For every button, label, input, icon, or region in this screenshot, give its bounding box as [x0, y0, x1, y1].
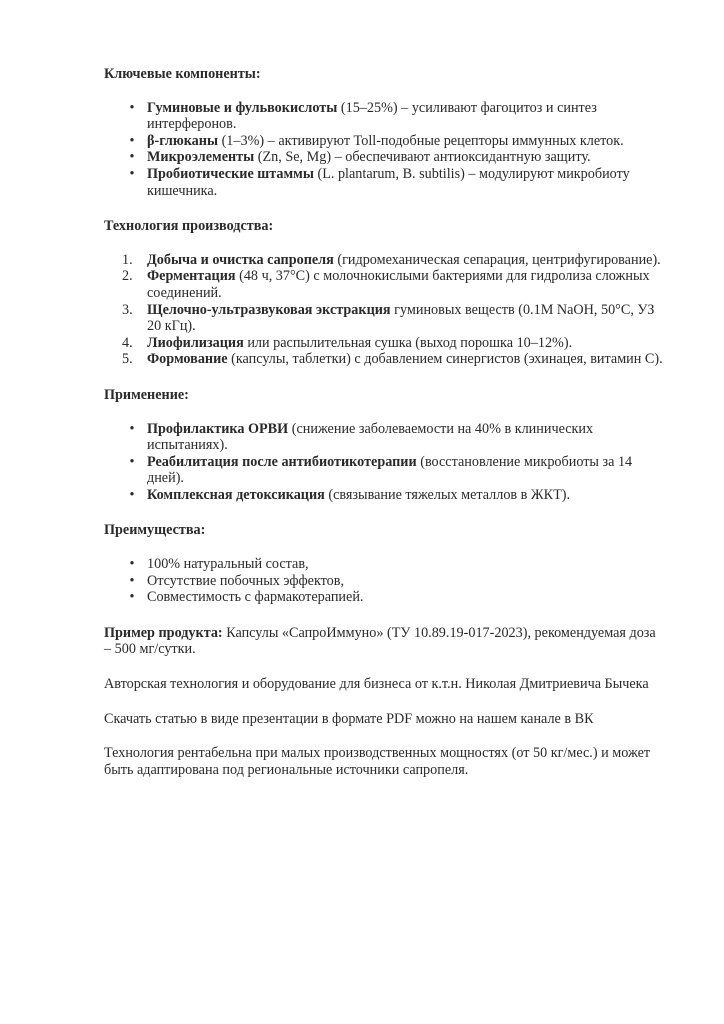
bullet-icon: • [129, 486, 135, 503]
author-note: Авторская технология и оборудование для бизнеса от к.т.н. Николая Дмитриевича Бычека [104, 676, 649, 693]
advantages-list [104, 556, 664, 606]
section-key-components [104, 66, 664, 199]
list-item: • Совместимость с фармакотерапией. [104, 589, 664, 606]
list-number: 2. [122, 268, 133, 285]
product-example: Пример продукта: Капсулы «СапроИммуно» (ТУ 10.89.19-017-2023), рекомендуемая доза – 500 мг/сутки. [104, 624, 656, 658]
profitability-note: Технология рентабельна при малых производственных мощностях (от 50 кг/мес.) и может быть адаптирована под региональные источники сапропеля. [104, 745, 651, 778]
list-number: 4. [122, 334, 133, 351]
section-technology [104, 218, 664, 368]
heading-technology: Технология производства: [104, 218, 274, 235]
bullet-icon: • [129, 589, 135, 606]
list-number: 1. [122, 251, 133, 268]
bullet-icon: • [129, 572, 135, 589]
list-item: 3. Щелочно-ультразвуковая экстракция гуминовых веществ (0.1M NaOH, 50°C, УЗ 20 кГц). [122, 301, 655, 335]
list-item: 1. Добыча и очистка сапропеля (гидромеханическая сепарация, центрифугирование). [122, 251, 661, 268]
list-item: • Отсутствие побочных эффектов, [104, 573, 664, 590]
bullet-icon: • [129, 453, 135, 470]
list-item: • Микроэлементы (Zn, Se, Mg) – обеспечивают антиоксидантную защиту. [104, 149, 664, 166]
heading-application: Применение: [104, 386, 189, 403]
document-content [104, 66, 664, 796]
section-advantages [104, 522, 664, 605]
list-number: 3. [122, 301, 133, 318]
list-item: 2. Ферментация (48 ч, 37°C) с молочнокислыми бактериями для гидролиза сложных соединений. [122, 268, 650, 301]
list-item: 4. Лиофилизация или распылительная сушка (выход порошка 10–12%). [122, 334, 573, 351]
list-item: • Гуминовые и фульвокислоты (15–25%) – усиливают фагоцитоз и синтез интерферонов. [104, 100, 664, 133]
list-item: 5. Формование (капсулы, таблетки) с добавлением синергистов (эхинацея, витамин С). [122, 351, 663, 368]
bullet-icon: • [129, 99, 135, 116]
bullet-icon: • [129, 149, 135, 166]
components-list [104, 100, 664, 200]
technology-list [104, 252, 664, 368]
list-item: • β-глюканы (1–3%) – активируют Toll-подобные рецепторы иммунных клеток. [104, 133, 664, 150]
bullet-icon: • [129, 420, 135, 437]
heading-advantages: Преимущества: [104, 522, 206, 539]
heading-key-components: Ключевые компоненты: [104, 66, 261, 82]
list-item: • Пробиотические штаммы (L. plantarum, B. subtilis) – модулируют микробиоту кишечника. [104, 166, 664, 199]
bullet-icon: • [129, 132, 135, 149]
list-item: • 100% натуральный состав, [104, 556, 664, 573]
download-note: Скачать статью в виде презентации в формате PDF можно на нашем канале в ВК [104, 710, 594, 727]
list-item: • Профилактика ОРВИ (снижение заболеваемости на 40% в клинических испытаниях). [104, 421, 664, 454]
list-number: 5. [122, 351, 133, 368]
list-item: • Реабилитация после антибиотикотерапии (восстановление микробиоты за 14 дней). [104, 454, 664, 487]
bullet-icon: • [129, 556, 135, 573]
bullet-icon: • [129, 165, 135, 182]
application-list [104, 421, 664, 504]
list-item: • Комплексная детоксикация (связывание тяжелых металлов в ЖКТ). [104, 487, 664, 504]
section-application [104, 387, 664, 504]
